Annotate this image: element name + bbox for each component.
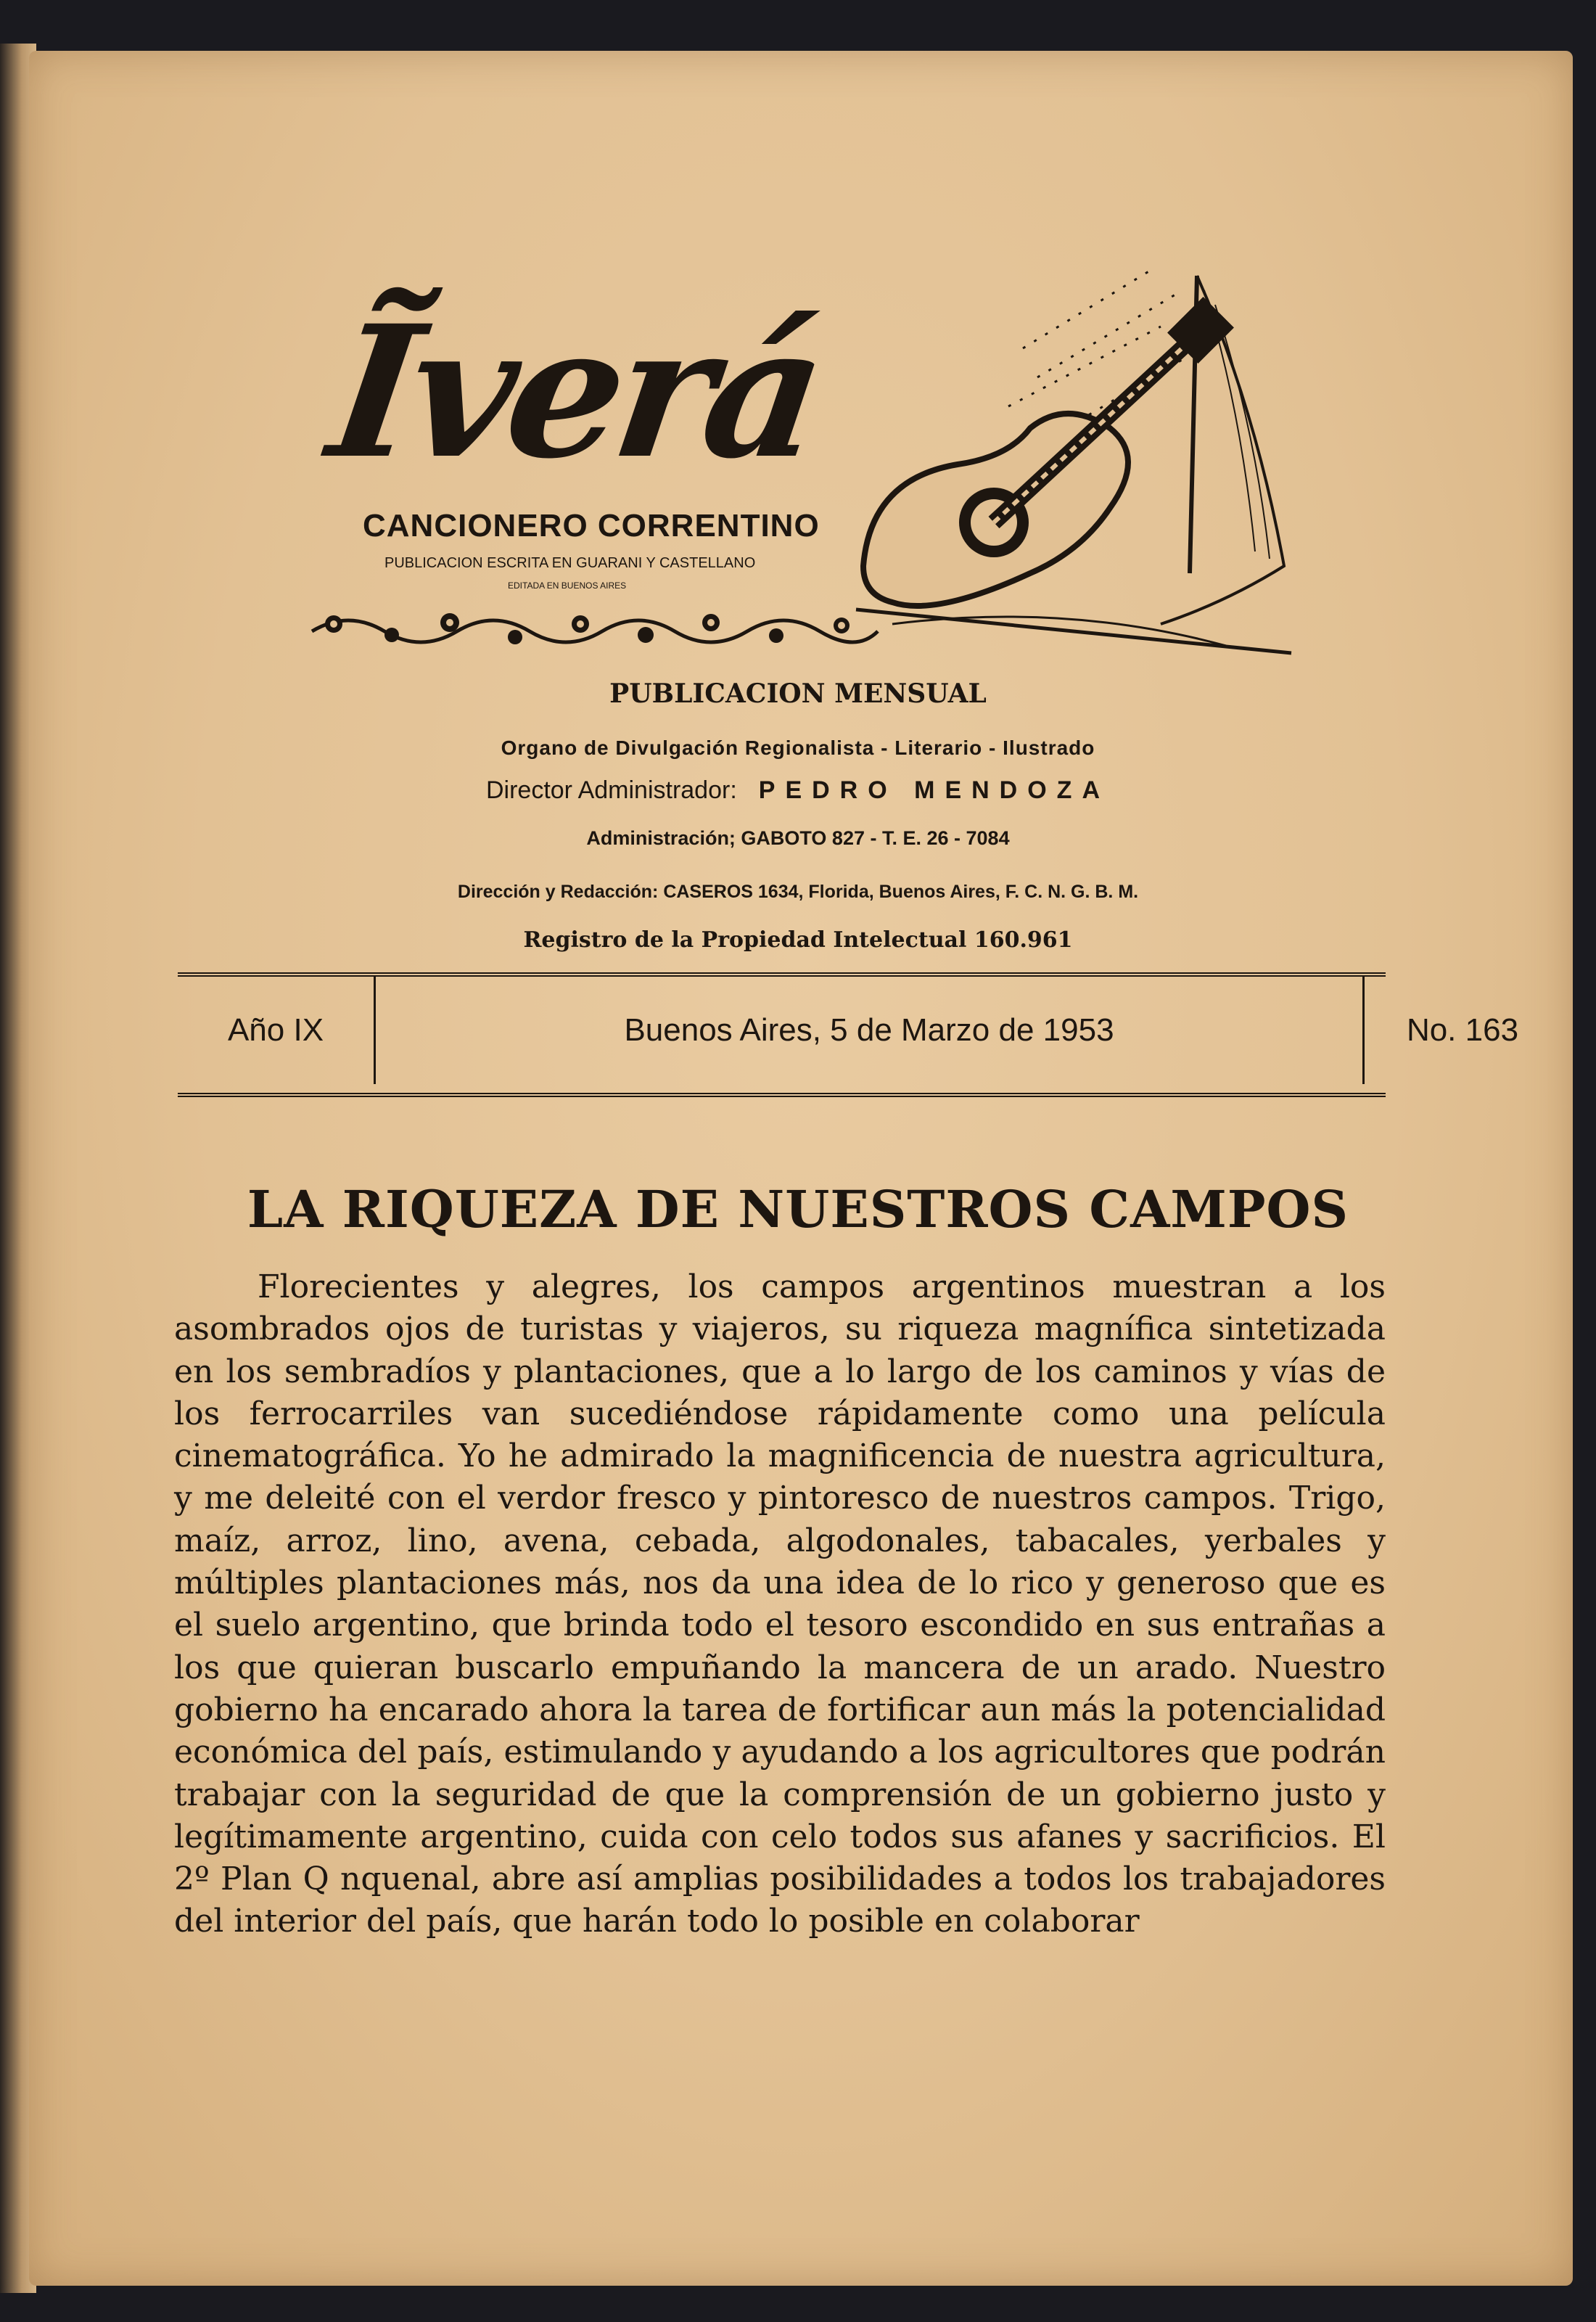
guitar-illustration-icon bbox=[849, 261, 1299, 668]
registry-line: Registro de la Propiedad Intelectual 160.961 bbox=[523, 927, 1073, 953]
publication-frequency: PUBLICACION MENSUAL bbox=[609, 678, 987, 709]
issue-number: No. 163 bbox=[1406, 1012, 1519, 1048]
masthead-edited: EDITADA EN BUENOS AIRES bbox=[508, 580, 627, 591]
flower-ornament-icon bbox=[305, 595, 885, 653]
article-title: LA RIQUEZA DE NUESTROS CAMPOS bbox=[247, 1179, 1349, 1239]
issue-place-date: Buenos Aires, 5 de Marzo de 1953 bbox=[376, 977, 1365, 1084]
masthead-tagline: PUBLICACION ESCRITA EN GUARANI Y CASTELLANO bbox=[384, 555, 756, 571]
director-label: Director Administrador: bbox=[485, 776, 737, 804]
masthead-subtitle: CANCIONERO CORRENTINO bbox=[363, 508, 820, 543]
issue-year: Año IX bbox=[178, 977, 376, 1084]
organ-line: Organo de Divulgación Regionalista - Literario - Ilustrado bbox=[501, 737, 1095, 759]
article-body: Florecientes y alegres, los campos argentinos muestran a los asombrados ojos de turistas y viajeros, su riqueza magnífica sintetizada en los sembradíos y plantaciones, que a lo largo de los caminos y vías de los ferrocarriles van sucediéndose rápidamente como una película cinematográfica. Yo he admirado la magnificencia de nuestra agricultura, y me deleité con el verdor fresco y pintoresco de nuestros campos. Trigo, maíz, arroz, lino, avena, cebada, algodonales, tabacales, yerbales y múltiples plantaciones más, nos da una idea de lo rico y generoso que es el suelo argentino, que brinda todo el tesoro escondido en sus entrañas a los que quieran buscarlo empuñando la mancera de un arado. Nuestro gobierno ha encarado ahora la tarea de fortificar aun más la potencialidad económica del país, estimulando y ayudando a los agricultores que podrán trabajar con la seguridad de que la comprensión de un gobierno justo y legítimamente argentino, cuida con celo todos sus afanes y sacrificios. El 2º Plan Q nquenal, abre así amplias posibilidades a todos los trabajadores del interior del país, que harán todo lo posible en colaborar bbox=[174, 1268, 1386, 1940]
director-name: PEDRO MENDOZA bbox=[758, 776, 1110, 804]
administration-line: Administración; GABOTO 827 - T. E. 26 - 7084 bbox=[586, 827, 1010, 849]
issue-info-box bbox=[178, 972, 1519, 1097]
logo-title: Ĩverá bbox=[318, 285, 831, 499]
direction-line: Dirección y Redacción: CASEROS 1634, Florida, Buenos Aires, F. C. N. G. B. M. bbox=[457, 882, 1139, 902]
masthead bbox=[290, 276, 1306, 682]
director-line bbox=[0, 776, 1596, 805]
